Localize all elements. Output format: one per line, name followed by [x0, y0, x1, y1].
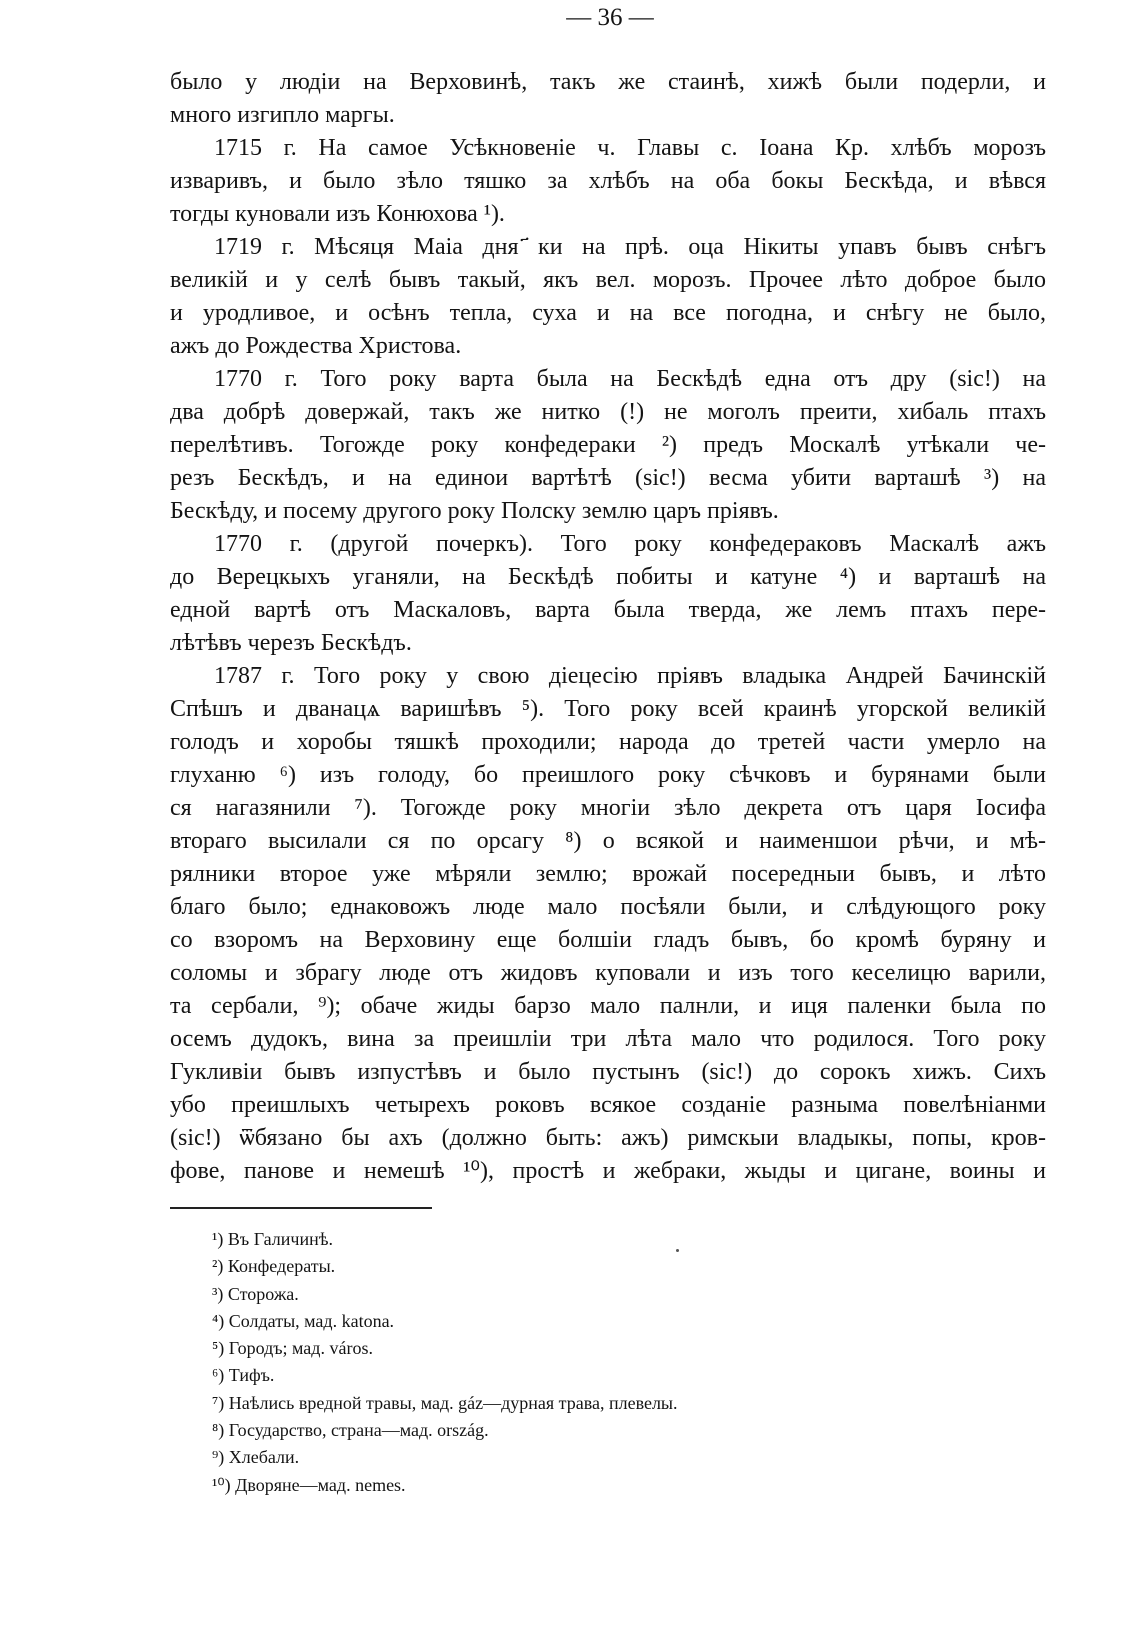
text-line: фове, панове и немешѣ ¹⁰), простѣ и жебраки, жыды и цигане, воины и — [170, 1158, 1046, 1184]
text-line: едной вартѣ отъ Маскаловъ, варта была тверда, же лемъ птахъ пере- — [170, 597, 1046, 623]
footnote: ²) Конфедераты. — [212, 1256, 336, 1277]
text-line: Спѣшъ и дванацѧ варишѣвъ ⁵). Того року всей краинѣ угорской великій — [170, 696, 1046, 722]
text-line: Бескѣду, и посему другого року Полску землю царъ пріявъ. — [170, 498, 779, 524]
main-text — [170, 66, 1046, 1188]
text-line: Гукливіи бывъ изпустѣвъ и было пустынъ (sic!) до сорокъ хижъ. Сихъ — [170, 1059, 1046, 1085]
footnote: ⁴) Солдаты, мад. katona. — [212, 1310, 395, 1331]
text-line: соломы и збрагу люде отъ жидовъ куповали и изъ того кеселицю варили, — [170, 960, 1046, 986]
text-line: было у людіи на Верховинѣ, такъ же стаинѣ, хижѣ были подерли, и — [170, 69, 1046, 95]
footnote: ³) Сторожа. — [212, 1283, 299, 1304]
footnote-divider — [170, 1207, 432, 1209]
text-line: и уродливое, и осѣнъ тепла, суха и на все погодна, и снѣгу не было, — [170, 300, 1046, 326]
text-line: осемъ дудокъ, вина за преишліи три лѣта мало что родилося. Того року — [170, 1026, 1046, 1052]
text-line: резъ Бескѣдъ, и на единои вартѣтѣ (sic!) весма убити варташѣ ³) на — [170, 465, 1046, 491]
text-line: изваривъ, и было зѣло тяшко за хлѣбъ на оба бокы Бескѣда, и вѣвся — [170, 168, 1046, 194]
text-line: (sic!) ѿбязано бы ахъ (должно быть: ажъ) римскыи владыкы, попы, кров- — [170, 1125, 1046, 1151]
text-line: 1715 г. На самое Усѣкновеніе ч. Главы с. Іоана Кр. хлѣбъ морозъ — [214, 135, 1046, 161]
text-line: рялники второе уже мѣряли землю; врожай посередныи бывъ, и лѣто — [170, 861, 1046, 887]
text-line: ся нагазянили ⁷). Тогожде року многіи зѣло декрета отъ царя Іосифа — [170, 795, 1046, 821]
footnote: ⁶) Тифъ. — [212, 1365, 275, 1386]
text-line: тогды куновали изъ Конюхова ¹). — [170, 201, 505, 227]
text-line: втораго высилали ся по орсагу ⁸) о всякой и наименшои рѣчи, и мѣ- — [170, 828, 1046, 854]
footnote: ¹⁰) Дворяне—мад. nemes. — [212, 1474, 406, 1495]
text-line: со взоромъ на Верховину еще болшіи гладъ бывъ, бо кромѣ буряну и — [170, 927, 1046, 953]
text-line: до Верецкыхъ уганяли, на Бескѣдѣ побиты и катуне ⁴) и варташѣ на — [170, 564, 1046, 590]
page-number: — 36 — — [566, 4, 654, 31]
text-line: 1787 г. Того року у свою діецесію пріявъ владыка Андрей Бачинскій — [214, 663, 1046, 689]
text-line: великій и у селѣ бывъ такый, якъ вел. морозъ. Прочее лѣто доброе было — [170, 267, 1046, 293]
text-line: голодъ и хоробы тяшкѣ проходили; народа до третей части умерло на — [170, 729, 1046, 755]
footnote: ⁵) Городъ; мад. város. — [212, 1338, 373, 1359]
text-line: перелѣтивъ. Тогожде року конфедераки ²) предъ Москалѣ утѣкали че- — [170, 432, 1046, 458]
text-line: два добрѣ довержай, такъ же нитко (!) не моголъ преити, хибаль птахъ — [170, 399, 1046, 425]
footnote: ⁸) Государство, страна—мад. ország. — [212, 1420, 489, 1441]
footnote: ¹) Въ Галичинѣ. — [212, 1229, 334, 1249]
text-line: 1770 г. (другой почеркъ). Того року конфедераковъ Маскалѣ ажъ — [214, 531, 1046, 557]
footnote: ⁷) Наѣлись вредной травы, мад. gáz—дурная трава, плевелы. — [212, 1392, 678, 1413]
text-line: много изгипло маргы. — [170, 102, 395, 128]
text-line: та сербали, ⁹); обаче жиды барзо мало палнли, и иця паленки была по — [170, 993, 1046, 1019]
text-line: ажъ до Рождества Христова. — [170, 333, 462, 359]
text-line: 1719 г. Мѣсяця Маіа дня ҃ки на прѣ. оца Нікиты упавъ бывъ снѣгъ — [214, 234, 1046, 260]
footnotes — [212, 1226, 678, 1499]
text-line: убо преишлыхъ четырехъ роковъ всякое созданіе разныма повелѣніанми — [170, 1092, 1046, 1118]
footnote: ⁹) Хлебали. — [212, 1447, 300, 1468]
text-line: глуханю ⁶) изъ голоду, бо преишлого року сѣчковъ и бурянами были — [170, 762, 1046, 788]
text-line: благо было; еднаковожъ люде мало посѣяли были, и слѣдующого року — [170, 894, 1046, 920]
text-line: 1770 г. Того року варта была на Бескѣдѣ една отъ дру (sic!) на — [214, 366, 1046, 392]
text-line: лѣтѣвъ черезъ Бескѣдъ. — [170, 630, 412, 656]
